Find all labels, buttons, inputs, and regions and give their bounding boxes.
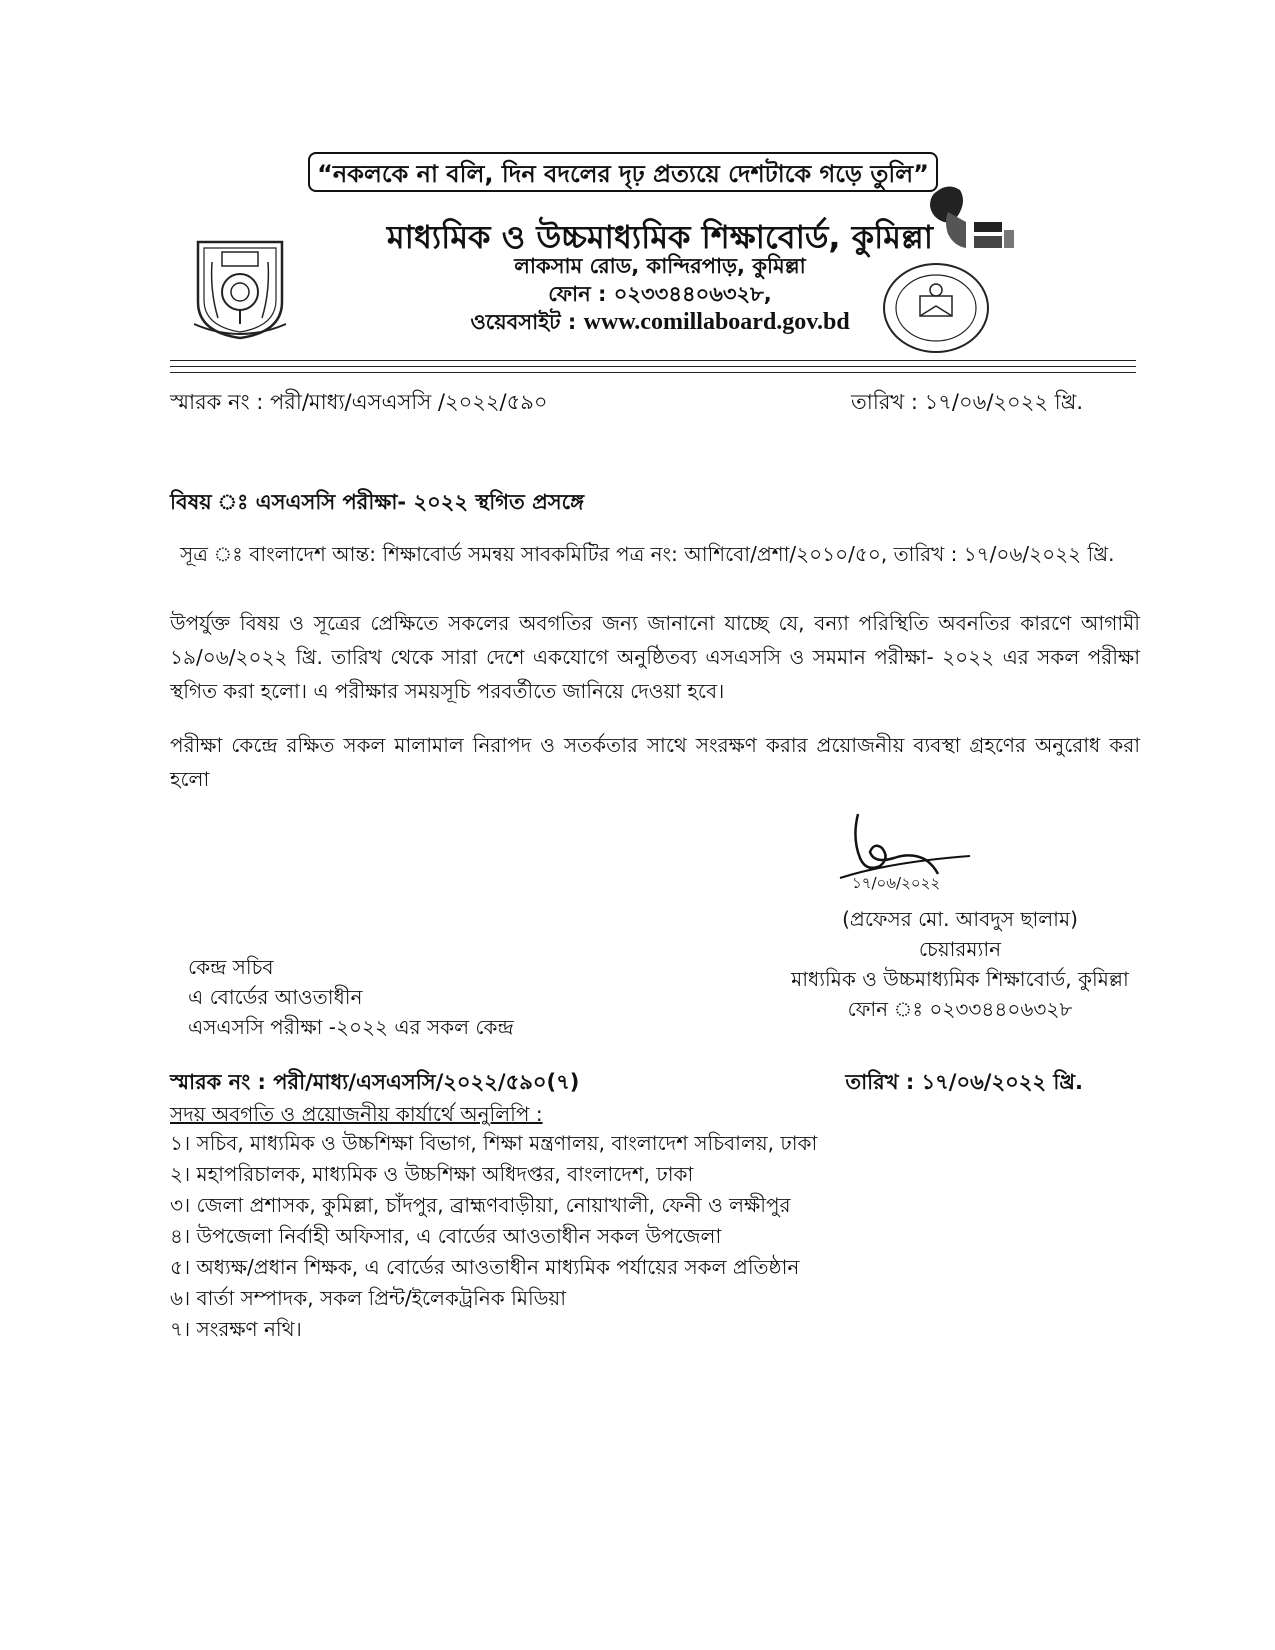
copy-list-item: ২। মহাপরিচালক, মাধ্যমিক ও উচ্চশিক্ষা অধিদপ্তর, বাংলাদেশ, ঢাকা [170,1162,694,1186]
source-reference: সূত্র ঃ বাংলাদেশ আন্ত: শিক্ষাবোর্ড সমন্বয় সাবকমিটির পত্র নং: আশিবো/প্রশা/২০১০/৫০, তারিখ : ১৭/০৬/২০২২ খ্রি. [180,542,1115,566]
slogan-box: “নকলকে না বলি, দিন বদলের দৃঢ় প্রত্যয়ে দেশটাকে গড়ে তুলি” [308,152,938,192]
copy-list-item: ৬। বার্তা সম্পাদক, সকল প্রিন্ট/ইলেকট্রনিক মিডিয়া [170,1286,566,1310]
copy-list-item: ৫। অধ্যক্ষ/প্রধান শিক্ষক, এ বোর্ডের আওতাধীন মাধ্যমিক পর্যায়ের সকল প্রতিষ্ঠান [170,1255,800,1279]
signatory-name: (প্রফেসর মো. আবদুস ছালাম) [842,907,1078,931]
copy-heading: সদয় অবগতি ও প্রয়োজনীয় কার্যার্থে অনুলিপি : [170,1102,543,1126]
header-divider [170,366,1136,367]
header-divider [170,360,1136,361]
signatory-organization: মাধ্যমিক ও উচ্চমাধ্যমিক শিক্ষাবোর্ড, কুমিল্লা [791,967,1129,991]
copy-list-item: ৭। সংরক্ষণ নথি। [170,1317,302,1341]
board-phone: ফোন : ০২৩৩৪৪০৬৩২৮, [548,282,772,306]
signature-date: ১৭/০৬/২০২২ [852,874,941,892]
copy-memo-date: তারিখ : ১৭/০৬/২০২২ খ্রি. [845,1070,1083,1094]
recipient-line: কেন্দ্র সচিব [188,955,274,979]
copy-list-item: ১। সচিব, মাধ্যমিক ও উচ্চশিক্ষা বিভাগ, শিক্ষা মন্ত্রণালয়, বাংলাদেশ সচিবালয়, ঢাকা [170,1131,818,1155]
body-paragraph-1: উপর্যুক্ত বিষয় ও সূত্রের প্রেক্ষিতে সকলের অবগতির জন্য জানানো যাচ্ছে যে, বন্যা পরিস্থিতি অবনতির কারণে আগামী ১৯/০৬/২০২২ খ্রি. তারিখ থেকে সারা দেশে একযোগে অনুষ্ঠিতব্য এসএসসি ও সমমান পরীক্ষা- ২০২২ এর সকল পরীক্ষা স্থগিত করা হলো। এ পরীক্ষার সময়সূচি পরবর্তীতে জানিয়ে দেওয়া হবে। [170,611,1140,703]
website-label: ওয়েবসাইট : [470,310,584,334]
signatory-phone: ফোন ঃ ০২৩৩৪৪০৬৩২৮ [847,997,1073,1021]
memo-reference: স্মারক নং : পরী/মাধ্য/এসএসসি /২০২২/৫৯০ [170,390,548,414]
recipient-line: এসএসসি পরীক্ষা -২০২২ এর সকল কেন্দ্র [188,1015,514,1039]
board-website [380,306,940,341]
body-paragraph-2: পরীক্ষা কেন্দ্রে রক্ষিত সকল মালামাল নিরাপদ ও সতর্কতার সাথে সংরক্ষণ করার প্রয়োজনীয় ব্যবস্থা গ্রহণের অনুরোধ করা হলো [170,733,1140,791]
memo-date: তারিখ : ১৭/০৬/২০২২ খ্রি. [851,390,1083,414]
copy-list-item: ৪। উপজেলা নির্বাহী অফিসার, এ বোর্ডের আওতাধীন সকল উপজেলা [170,1224,722,1248]
recipient-line: এ বোর্ডের আওতাধীন [188,985,363,1009]
header-divider [170,372,1136,373]
copy-memo-reference: স্মারক নং : পরী/মাধ্য/এসএসসি/২০২২/৫৯০(৭) [170,1070,580,1094]
subject-line: বিষয় ঃ এসএসসি পরীক্ষা- ২০২২ স্থগিত প্রসঙ্গে [170,490,585,514]
signatory-designation: চেয়ারম্যান [918,937,1002,961]
copy-list-item: ৩। জেলা প্রশাসক, কুমিল্লা, চাঁদপুর, ব্রাহ্মণবাড়ীয়া, নোয়াখালী, ফেনী ও লক্ষীপুর [170,1193,791,1217]
board-address: লাকসাম রোড, কান্দিরপাড়, কুমিল্লা [514,254,806,278]
website-url: www.comillaboard.gov.bd [583,309,850,335]
board-emblem-icon [190,232,290,342]
recipient-block [188,952,514,1042]
copy-list [170,1128,817,1345]
board-name: মাধ্যমিক ও উচ্চমাধ্যমিক শিক্ষাবোর্ড, কুমিল্লা [386,218,934,256]
signatory-block [740,904,1180,1024]
